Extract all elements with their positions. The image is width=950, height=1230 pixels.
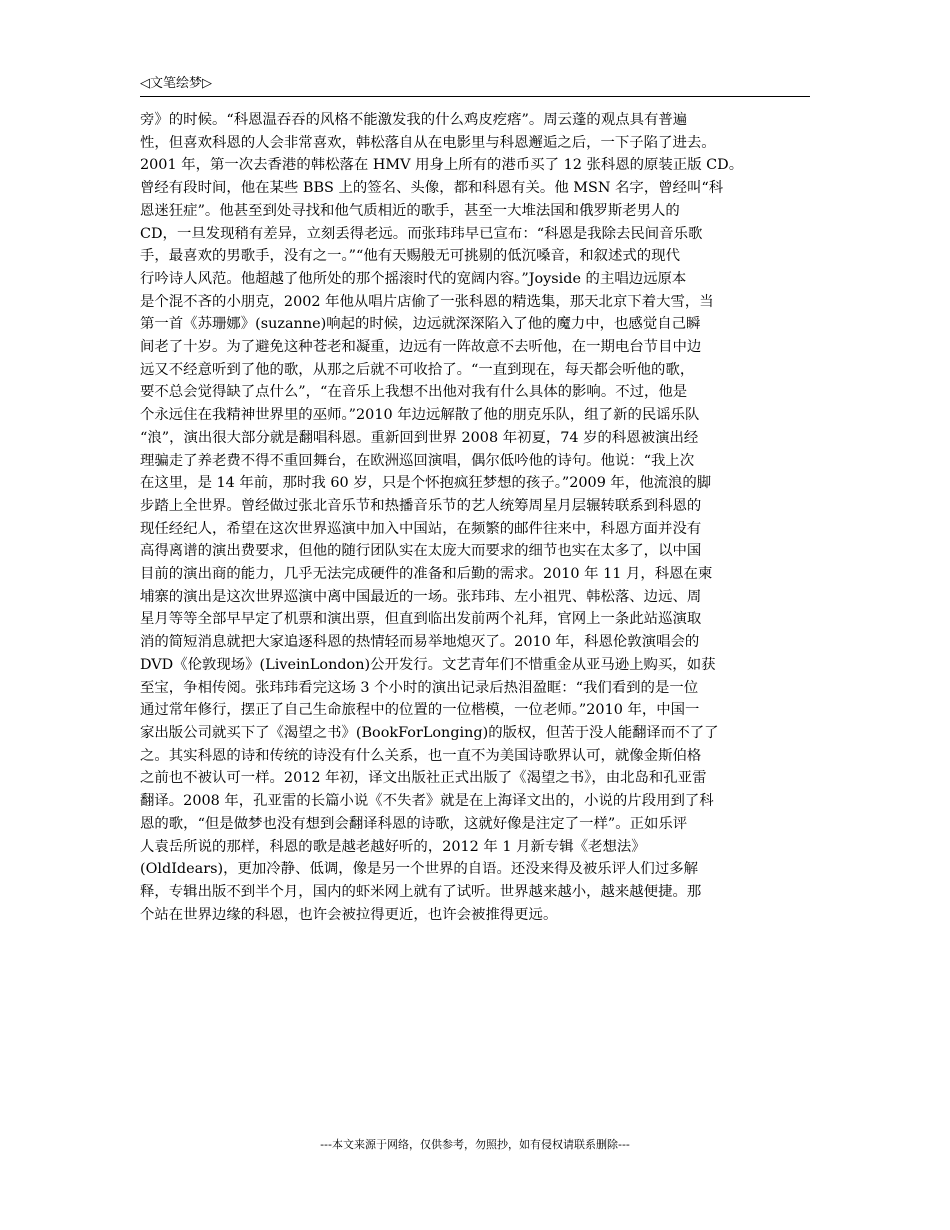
body-line: 恩的歌，“但是做梦也没有想到会翻译科恩的诗歌，这就好像是注定了一样”。正如乐评 xyxy=(140,815,688,832)
page-header xyxy=(140,74,810,97)
body-line: 行吟诗人风范。他超越了他所处的那个摇滚时代的宽阔内容。”Joyside 的主唱边远原本 xyxy=(140,270,687,287)
body-line: 高得离谱的演出费要求，但他的随行团队实在太庞大而要求的细节也实在太多了，以中国 xyxy=(140,543,702,560)
body-line: 至宝，争相传阅。张玮玮看完这场 3 个小时的演出记录后热泪盈眶：“我们看到的是一位 xyxy=(140,679,699,696)
body-line: DVD《伦敦现场》(LiveinLondon)公开发行。文艺青年们不惜重金从亚马逊上购买，如获 xyxy=(140,656,716,673)
page-footer: ---本文来源于网络，仅供参考，勿照抄，如有侵权请联系删除--- xyxy=(320,1138,630,1151)
body-line: “浪”，演出很大部分就是翻唱科恩。重新回到世界 2008 年初夏，74 岁的科恩被演出经 xyxy=(140,429,699,446)
body-line: 要不总会觉得缺了点什么”，“在音乐上我想不出他对我有什么具体的影响。不过，他是 xyxy=(140,384,688,401)
body-line: 旁》的时候。“科恩温吞吞的风格不能激发我的什么鸡皮疙瘩”。周云蓬的观点具有普遍 xyxy=(140,112,688,128)
body-line: 人袁岳所说的那样，科恩的歌是越老越好听的，2012 年 1 月新专辑《老想法》 xyxy=(140,838,646,855)
body-line: 释，专辑出版不到半个月，国内的虾米网上就有了试听。世界越来越小，越来越便捷。那 xyxy=(140,883,702,900)
header-title: ◁文笔绘梦▷ xyxy=(140,76,212,91)
body-line: 第一首《苏珊娜》(suzanne)响起的时候，边远就深深陷入了他的魔力中，也感觉自己瞬 xyxy=(140,316,701,333)
body-line: 在这里，是 14 年前，那时我 60 岁，只是个怀抱疯狂梦想的孩子。”2009 年，他流浪的脚 xyxy=(140,475,712,492)
body-line: 个永远住在我精神世界里的巫师。”2010 年边远解散了他的朋克乐队，组了新的民谣乐队 xyxy=(140,407,700,424)
body-line: CD，一旦发现稍有差异，立刻丢得老远。而张玮玮早已宣布：“科恩是我除去民间音乐歌 xyxy=(140,225,703,242)
body-line: 是个混不吝的小朋克，2002 年他从唱片店偷了一张科恩的精选集，那天北京下着大雪，当 xyxy=(140,293,714,310)
body-line: 理骗走了养老费不得不重回舞台，在欧洲巡回演唱，偶尔低吟他的诗句。他说：“我上次 xyxy=(140,452,695,469)
body-line: 星月等等全部早早定了机票和演出票，但直到临出发前两个礼拜，官网上一条此站巡演取 xyxy=(140,611,702,628)
article-body xyxy=(140,109,812,926)
body-line: 通过常年修行，摆正了自己生命旅程中的位置的一位楷模，一位老师。”2010 年，中国一 xyxy=(140,702,700,719)
body-line: 消的简短消息就把大家追逐科恩的热情轻而易举地熄灭了。2010 年，科恩伦敦演唱会的 xyxy=(140,634,700,651)
body-line: 翻译。2008 年，孔亚雷的长篇小说《不失者》就是在上海译文出的，小说的片段用到了科 xyxy=(140,793,714,810)
body-line: 目前的演出商的能力，几乎无法完成硬件的准备和后勤的需求。2010 年 11 月，科恩在柬 xyxy=(140,566,713,583)
body-line: 之。其实科恩的诗和传统的诗没有什么关系，也一直不为美国诗歌界认可，就像金斯伯格 xyxy=(140,747,702,764)
body-line: (OldIdears)，更加冷静、低调，像是另一个世界的自语。还没来得及被乐评人们过多解 xyxy=(140,861,698,878)
body-line: 2001 年，第一次去香港的韩松落在 HMV 用身上所有的港币买了 12 张科恩的原装正版 CD。 xyxy=(140,157,744,174)
body-line: 之前也不被认可一样。2012 年初，译文出版社正式出版了《渴望之书》，由北岛和孔亚雷 xyxy=(140,770,707,787)
body-line: 曾经有段时间，他在某些 BBS 上的签名、头像，都和科恩有关。他 MSN 名字，曾经叫“科 xyxy=(140,180,724,197)
body-line: 手，最喜欢的男歌手，没有之一。”“他有天赐般无可挑剔的低沉嗓音，和叙述式的现代 xyxy=(140,248,680,265)
body-line: 间老了十岁。为了避免这种苍老和凝重，边远有一阵故意不去听他，在一期电台节目中边 xyxy=(140,339,702,356)
body-line: 家出版公司就买下了《渴望之书》(BookForLonging)的版权，但苦于没人能翻译而不了了 xyxy=(140,724,719,741)
body-line: 远又不经意听到了他的歌，从那之后就不可收拾了。“一直到现在，每天都会听他的歌， xyxy=(140,361,695,378)
body-line: 现任经纪人，希望在这次世界巡演中加入中国站，在频繁的邮件往来中，科恩方面并没有 xyxy=(140,520,702,537)
body-line: 性，但喜欢科恩的人会非常喜欢，韩松落自从在电影里与科恩邂逅之后，一下子陷了进去。 xyxy=(140,134,716,151)
body-line: 恩迷狂症”。他甚至到处寻找和他气质相近的歌手，甚至一大堆法国和俄罗斯老男人的 xyxy=(140,202,680,219)
body-line: 埔寨的演出是这次世界巡演中离中国最近的一场。张玮玮、左小祖咒、韩松落、边远、周 xyxy=(140,588,702,605)
body-line: 个站在世界边缘的科恩，也许会被拉得更近，也许会被推得更远。 xyxy=(140,906,558,923)
body-line: 步踏上全世界。曾经做过张北音乐节和热播音乐节的艺人统筹周星月层辗转联系到科恩的 xyxy=(140,497,702,514)
